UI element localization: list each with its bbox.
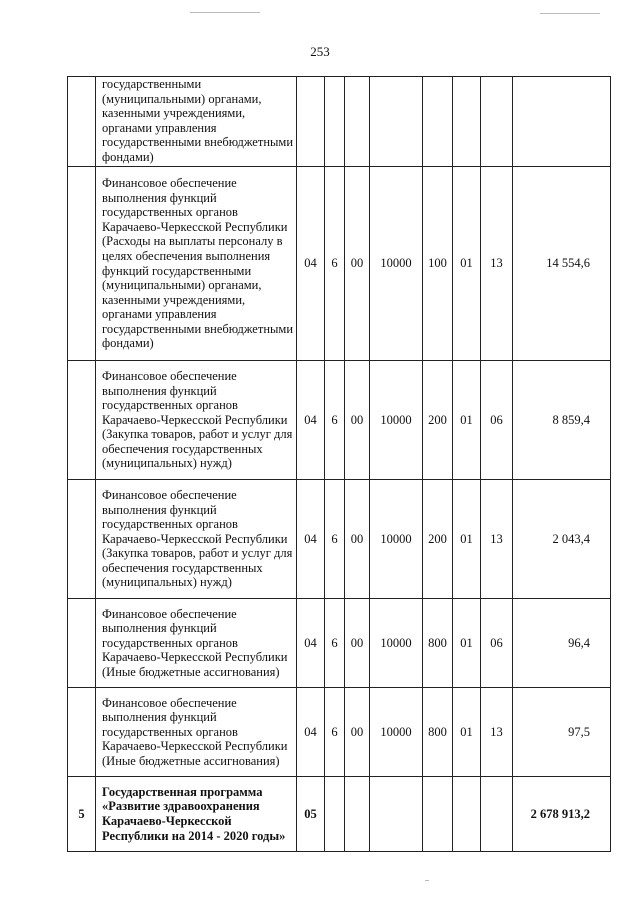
code-5: 800 <box>423 688 453 777</box>
scan-mark <box>190 12 260 13</box>
budget-table <box>67 76 611 852</box>
code-2: 6 <box>325 167 345 361</box>
row-number: 5 <box>68 777 96 852</box>
code-1: 04 <box>297 361 325 480</box>
code-4: 10000 <box>370 361 423 480</box>
amount: 8 859,4 <box>513 361 611 480</box>
code-4: 10000 <box>370 599 423 688</box>
code-2: 6 <box>325 480 345 599</box>
code-3: 00 <box>345 167 370 361</box>
expense-name: Финансовое обеспечение выполнения функций государственных органов Карачаево-Черкесской Республики (Иные бюджетные ассигнования) <box>96 688 297 777</box>
code-2 <box>325 77 345 167</box>
code-4: 10000 <box>370 167 423 361</box>
row-number <box>68 77 96 167</box>
code-6 <box>453 77 481 167</box>
code-1 <box>297 77 325 167</box>
row-number <box>68 599 96 688</box>
expense-name: Финансовое обеспечение выполнения функций государственных органов Карачаево-Черкесской Республики (Иные бюджетные ассигнования) <box>96 599 297 688</box>
code-5 <box>423 777 453 852</box>
code-7: 13 <box>481 688 513 777</box>
code-5: 200 <box>423 361 453 480</box>
scan-mark <box>425 880 429 881</box>
table-row <box>68 480 611 599</box>
code-6: 01 <box>453 361 481 480</box>
code-3 <box>345 77 370 167</box>
code-4 <box>370 777 423 852</box>
amount: 96,4 <box>513 599 611 688</box>
amount: 97,5 <box>513 688 611 777</box>
page-number: 253 <box>310 44 330 59</box>
row-number <box>68 361 96 480</box>
code-4 <box>370 77 423 167</box>
code-1: 04 <box>297 167 325 361</box>
code-6: 01 <box>453 167 481 361</box>
code-5: 200 <box>423 480 453 599</box>
table-row <box>68 777 611 852</box>
code-1: 05 <box>297 777 325 852</box>
expense-name: Финансовое обеспечение выполнения функций государственных органов Карачаево-Черкесской Республики (Закупка товаров, работ и услуг для обеспечения государственных (муниципальных) нужд) <box>96 361 297 480</box>
code-7: 06 <box>481 361 513 480</box>
code-7: 06 <box>481 599 513 688</box>
code-4: 10000 <box>370 480 423 599</box>
code-1: 04 <box>297 599 325 688</box>
code-7 <box>481 77 513 167</box>
code-3: 00 <box>345 361 370 480</box>
table-row <box>68 361 611 480</box>
expense-name: Финансовое обеспечение выполнения функций государственных органов Карачаево-Черкесской Республики (Закупка товаров, работ и услуг для обеспечения государственных (муниципальных) нужд) <box>96 480 297 599</box>
code-3: 00 <box>345 599 370 688</box>
table-row <box>68 599 611 688</box>
code-3 <box>345 777 370 852</box>
table-row <box>68 77 611 167</box>
code-1: 04 <box>297 480 325 599</box>
code-3: 00 <box>345 688 370 777</box>
code-2 <box>325 777 345 852</box>
code-7: 13 <box>481 167 513 361</box>
code-6: 01 <box>453 688 481 777</box>
code-7: 13 <box>481 480 513 599</box>
code-4: 10000 <box>370 688 423 777</box>
amount: 2 678 913,2 <box>513 777 611 852</box>
code-6: 01 <box>453 599 481 688</box>
code-3: 00 <box>345 480 370 599</box>
expense-name: Финансовое обеспечение выполнения функций государственных органов Карачаево-Черкесской Республики (Расходы на выплаты персоналу в целях обеспечения выполнения функций государственными (муниципальными) органами, казенными учреждениями, органами управления государственными внебюджетными фондами) <box>96 167 297 361</box>
code-5: 800 <box>423 599 453 688</box>
code-2: 6 <box>325 599 345 688</box>
row-number <box>68 688 96 777</box>
row-number <box>68 480 96 599</box>
code-6: 01 <box>453 480 481 599</box>
code-7 <box>481 777 513 852</box>
table-row <box>68 688 611 777</box>
code-6 <box>453 777 481 852</box>
scan-mark <box>540 13 600 14</box>
code-5 <box>423 77 453 167</box>
code-2: 6 <box>325 688 345 777</box>
row-number <box>68 167 96 361</box>
amount: 14 554,6 <box>513 167 611 361</box>
code-1: 04 <box>297 688 325 777</box>
table-row <box>68 167 611 361</box>
amount <box>513 77 611 167</box>
expense-name: государственными (муниципальными) органами, казенными учреждениями, органами управления государственными внебюджетными фондами) <box>96 77 297 167</box>
amount: 2 043,4 <box>513 480 611 599</box>
code-5: 100 <box>423 167 453 361</box>
code-2: 6 <box>325 361 345 480</box>
expense-name: Государственная программа «Развитие здравоохранения Карачаево-Черкесской Республики на 2014 - 2020 годы» <box>96 777 297 852</box>
